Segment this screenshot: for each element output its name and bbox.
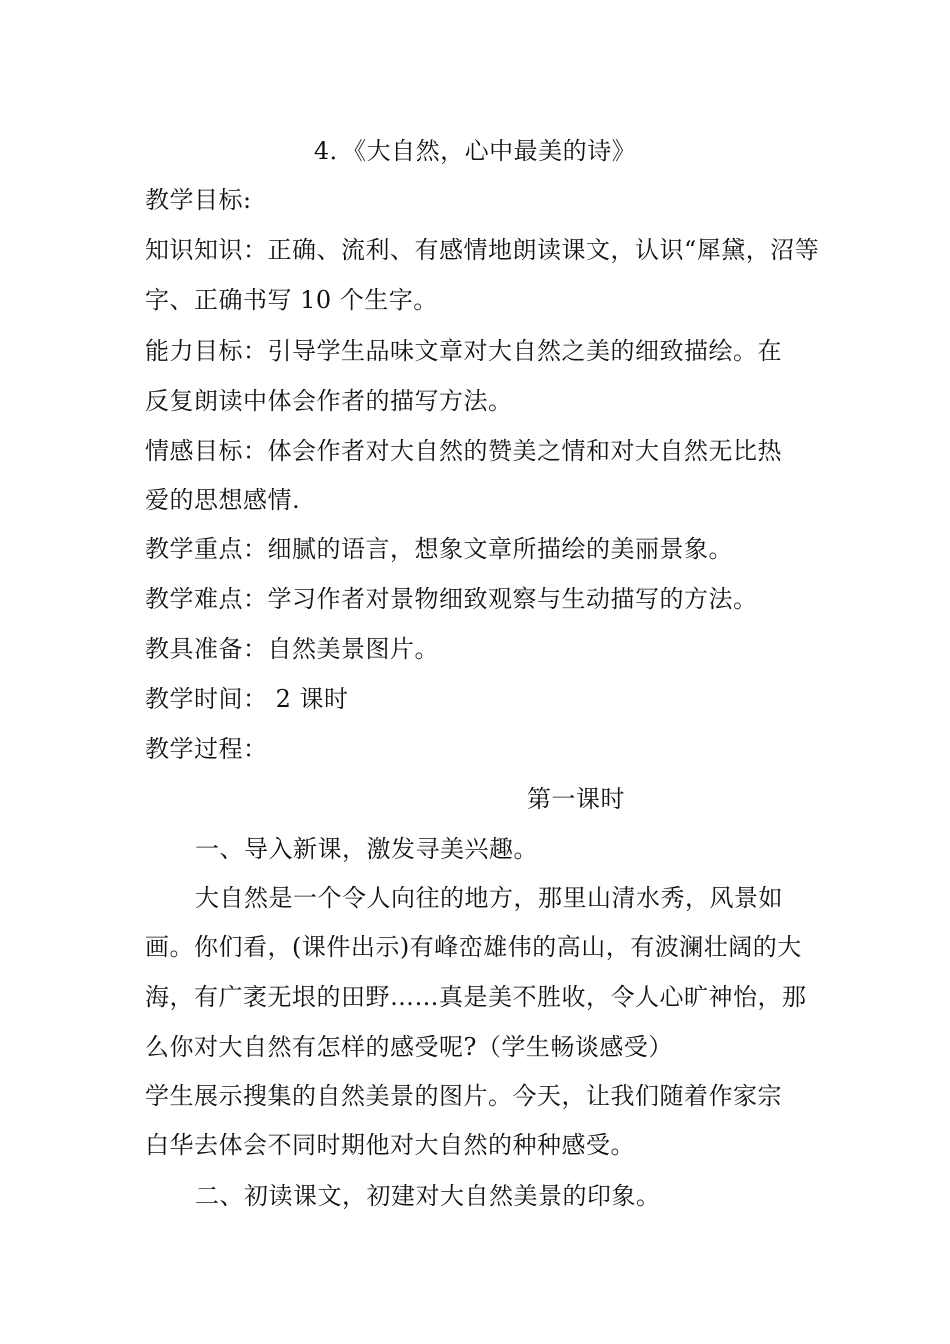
paragraph-line: 大自然是一个令人向往的地方，那里山清水秀，风景如	[195, 884, 783, 912]
emotion-objective-line: 爱的思想感情.	[145, 486, 301, 514]
ability-objective-line: 能力目标：引导学生品味文章对大自然之美的细致描绘。在	[145, 337, 782, 365]
paragraph-line: 白华去体会不同时期他对大自然的种种感受。	[145, 1131, 635, 1159]
section-heading: 二、初读课文，初建对大自然美景的印象。	[195, 1182, 661, 1210]
objectives-heading: 教学目标:	[145, 186, 252, 214]
key-point: 教学重点：细腻的语言，想象文章所描绘的美丽景象。	[145, 535, 733, 563]
section-heading: 一、导入新课，激发寻美兴趣。	[195, 835, 538, 863]
ability-objective-line: 反复朗读中体会作者的描写方法。	[145, 387, 513, 415]
paragraph-line: 学生展示搜集的自然美景的图片。今天，让我们随着作家宗	[145, 1082, 782, 1110]
paragraph-line: 么你对大自然有怎样的感受呢?（学生畅谈感受）	[145, 1033, 673, 1061]
process-heading: 教学过程：	[145, 735, 268, 763]
knowledge-objective-line: 知识知识：正确、流利、有感情地朗读课文，认识“犀黛，沼等	[145, 236, 820, 264]
materials: 教具准备：自然美景图片。	[145, 635, 439, 663]
knowledge-objective-line: 字、正确书写 10 个生字。	[145, 286, 438, 314]
emotion-objective-line: 情感目标：体会作者对大自然的赞美之情和对大自然无比热	[145, 437, 782, 465]
teaching-time: 教学时间： 2 课时	[145, 685, 349, 713]
document-title: 4．《大自然，心中最美的诗》	[313, 137, 637, 165]
lesson-heading: 第一课时	[527, 785, 625, 813]
paragraph-line: 海，有广袤无垠的田野……真是美不胜收，令人心旷神怡，那	[145, 983, 807, 1011]
paragraph-line: 画。你们看，(课件出示)有峰峦雄伟的高山，有波澜壮阔的大	[145, 933, 802, 961]
difficulty: 教学难点：学习作者对景物细致观察与生动描写的方法。	[145, 585, 758, 613]
